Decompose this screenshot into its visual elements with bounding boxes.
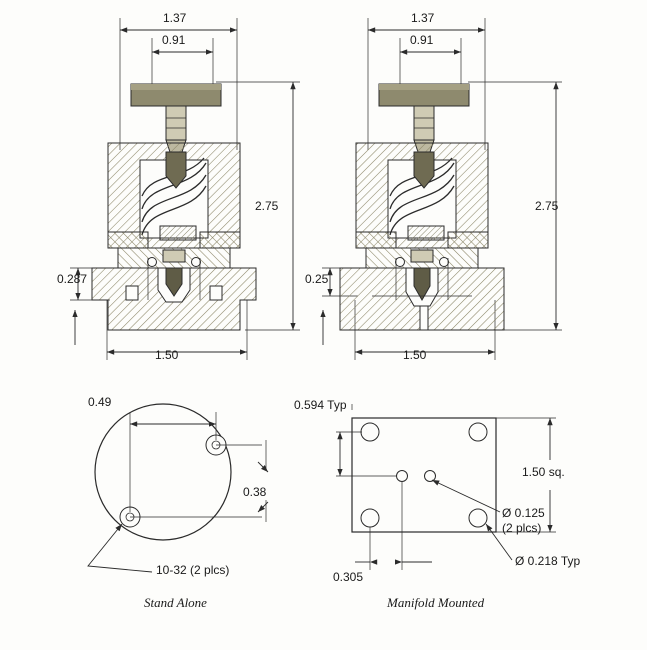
left-section-geometry [70, 18, 300, 360]
right-section-geometry [322, 18, 562, 360]
dim-bl-0-38: 0.38 [243, 485, 267, 499]
dim-right-1-50: 1.50 [403, 348, 427, 362]
dim-right-0-25: 0.25 [305, 272, 329, 286]
dim-left-1-37: 1.37 [163, 11, 187, 25]
dim-left-0-91: 0.91 [162, 33, 186, 47]
dim-br-dia-0-125: Ø 0.125 [502, 506, 545, 520]
dim-right-2-75: 2.75 [535, 199, 559, 213]
dim-br-1-50-sq: 1.50 sq. [522, 465, 565, 479]
dim-br-0-305: 0.305 [333, 570, 364, 584]
caption-manifold-mounted: Manifold Mounted [387, 595, 485, 610]
dim-right-1-37: 1.37 [411, 11, 435, 25]
dim-br-0-594: 0.594 Typ [294, 398, 347, 412]
stand-alone-bottom-geometry [88, 404, 268, 572]
dim-left-0-287: 0.287 [57, 272, 88, 286]
caption-stand-alone: Stand Alone [144, 595, 207, 610]
dim-left-2-75: 2.75 [255, 199, 279, 213]
dim-bl-thread: 10-32 (2 plcs) [156, 563, 230, 577]
dim-br-dia-0-218: Ø 0.218 Typ [515, 554, 581, 568]
dim-bl-0-49: 0.49 [88, 395, 112, 409]
dim-left-1-50: 1.50 [155, 348, 179, 362]
dim-br-2-plcs: (2 plcs) [502, 521, 542, 535]
dim-right-0-91: 0.91 [410, 33, 434, 47]
manifold-bottom-geometry [336, 404, 556, 570]
